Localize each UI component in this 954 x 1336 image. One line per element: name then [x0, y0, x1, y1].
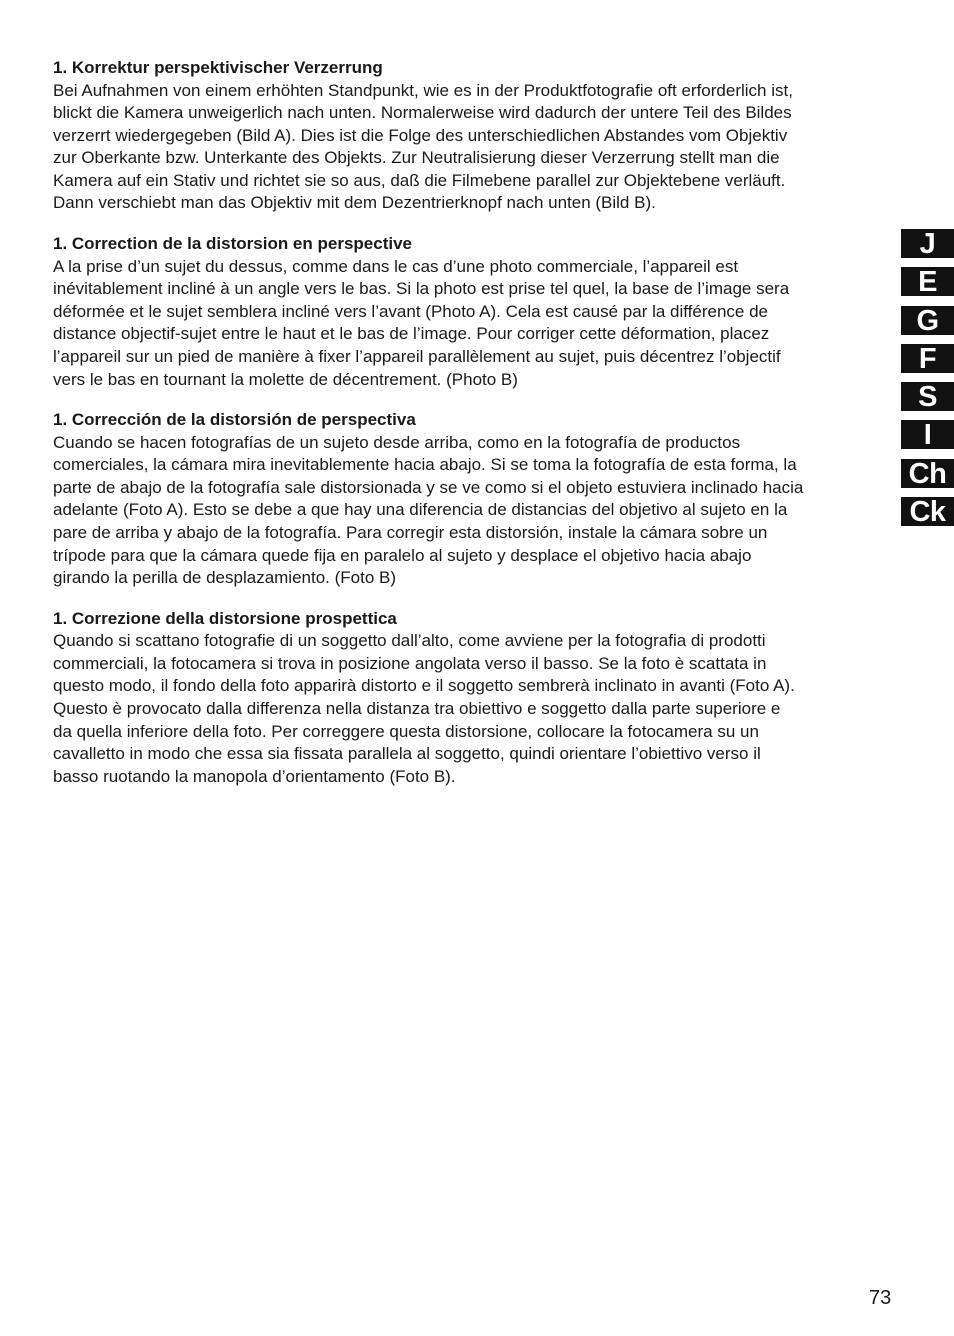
section-italian [53, 608, 898, 789]
section-heading: 1. Korrektur perspektivischer Verzerrung [53, 58, 383, 77]
section-paragraph: Cuando se hacen fotografías de un sujeto desde arriba, como en la fotografía de productos comerciales, la cámara mira inevitablemente hacia abajo. Si se toma la fotografía de esta forma, la parte de abajo de la fotografía sale distorsionada y se ve como si el objeto estuviera inclinado hacia adelante (Foto A). Esto se debe a que hay una diferencia de distancias del objetivo al sujeto en la pare de arriba y abajo de la fotografía. Para corregir esta distorsión, instale la cámara sobre un trípode para que la cámara quede fija en paralelo al sujeto y desplace el objetivo hacia abajo girando la perilla de desplazamiento. (Foto B) [53, 432, 804, 588]
language-tab-g: G [901, 306, 954, 335]
section-heading: 1. Correzione della distorsione prospettica [53, 608, 397, 628]
manual-content [53, 57, 898, 806]
section-paragraph: Bei Aufnahmen von einem erhöhten Standpunkt, wie es in der Produktfotografie oft erforderlich ist, blickt die Kamera unweigerlich nach unten. Normalerweise wird dadurch der untere Teil des Bildes verzerrt wiedergegeben (Bild A). Dies ist die Folge des unterschiedlichen Abstandes vom Objektiv zur Oberkante bzw. Unterkante des Objekts. Zur Neutralisierung dieser Verzerrung stellt man die Kamera auf ein Stativ und richtet sie so aus, daß die Filmebene parallel zur Objektebene verläuft. Dann verschiebt man das Objektiv mit dem Dezentrierknopf nach unten (Bild B). [53, 80, 793, 213]
language-tab-i: I [901, 420, 954, 449]
language-tab-e: E [901, 267, 954, 296]
language-tab-ck: Ck [901, 497, 954, 526]
section-german [53, 57, 898, 215]
section-heading: 1. Corrección de la distorsión de perspectiva [53, 410, 416, 430]
section-paragraph: Quando si scattano fotografie di un soggetto dall’alto, come avviene per la fotografia di prodotti commerciali, la fotocamera si trova in posizione angolata verso il basso. Se la foto è scattata in questo modo, il fondo della foto apparirà distorto e il soggetto sembrerà inclinato in avanti (Foto A). Questo è provocato dalla differenza nella distanza tra obiettivo e soggetto dalla parte superiore e da quella inferiore della foto. Per correggere questa distorsione, collocare la fotocamera su un cavalletto in modo che essa sia fissata parallela al soggetto, quindi orientare l’obiettivo verso il basso ruotando la manopola d’orientamento (Foto B). [53, 631, 795, 786]
language-tabs [901, 229, 954, 535]
language-tab-j: J [901, 229, 954, 258]
language-tab-ch: Ch [901, 459, 954, 488]
section-heading: 1. Correction de la distorsion en perspective [53, 234, 412, 254]
page-number: 73 [869, 1287, 892, 1309]
section-paragraph: A la prise d’un sujet du dessus, comme dans le cas d’une photo commerciale, l’appareil est inévitablement incliné à un angle vers le bas. Si la photo est prise tel quel, la base de l’image sera déformée et le sujet semblera incliné vers l’avant (Photo A). Cela est causé par la différence de distance objectif-sujet entre le haut et le bas de l’image. Pour corriger cette déformation, placez l’appareil sur un pied de manière à fixer l’appareil parallèlement au sujet, puis décentrez l’objectif vers le bas en tournant la molette de décentrement. (Photo B) [53, 256, 790, 389]
section-french [53, 233, 898, 391]
language-tab-f: F [901, 344, 954, 373]
section-spanish [53, 409, 898, 590]
language-tab-s: S [901, 382, 954, 411]
